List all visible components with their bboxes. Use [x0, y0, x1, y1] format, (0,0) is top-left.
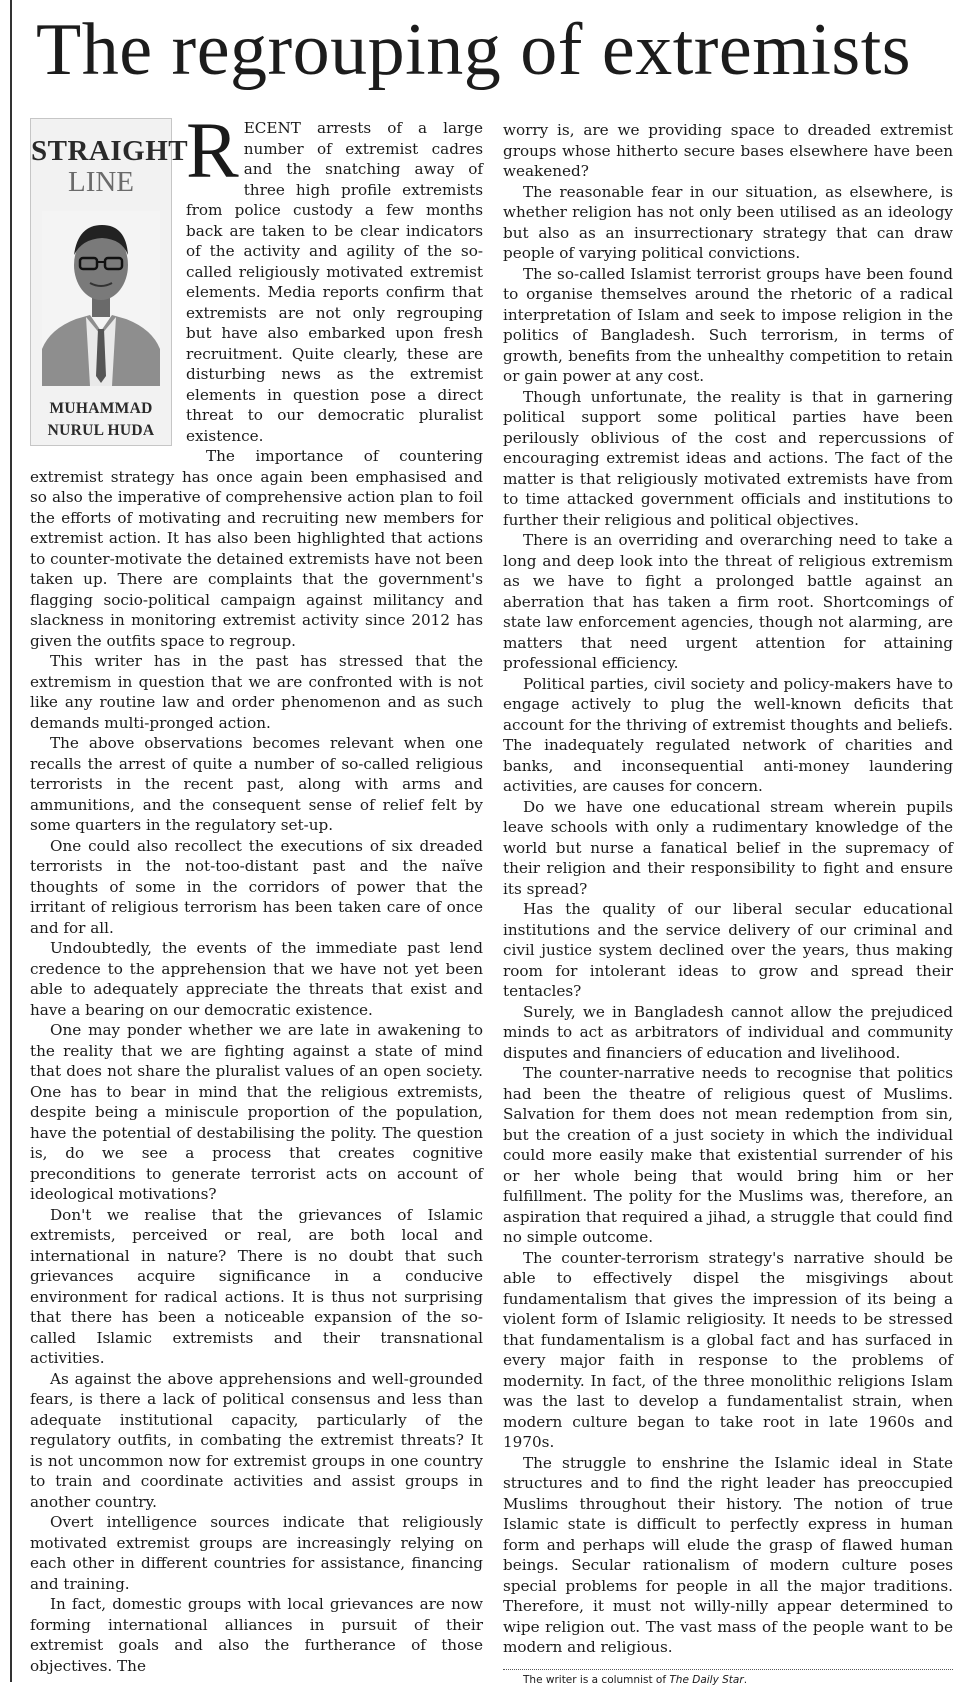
lead-caps: ECENT	[244, 119, 301, 137]
author-photo	[42, 211, 160, 386]
author-name	[31, 398, 171, 442]
paragraph: Though unfortunate, the reality is that in garnering political support some political parties have been perilously oblivious of the cost and repercussions of encouraging extremist ideas and actions. The fact of the matter is that religiously motivated extremists have from to time attacked government officials and institutions to further their religious and political objectives.	[503, 387, 953, 531]
headline: The regrouping of extremists	[36, 4, 911, 96]
left-column-rule	[10, 0, 12, 1682]
paragraph: As against the above apprehensions and well-grounded fears, is there a lack of political consensus and less than adequate institutional capacity, particularly of the regulatory outfits, in combating the extremist threats? It is not uncommon now for extremist groups in one country to train and coordinate activities and assist groups in another country.	[30, 1369, 483, 1513]
lead-text: arrests of a large number of extremist cadres and the snatching away of three high profile extremists from police custody a few months back are taken to be clear indicators of the activity and agility of the so-called religiously motivated extremist elements. Media reports confirm that extremists are not only regrouping but have also embarked upon fresh recruitment. Quite clearly, these are disturbing news as the extremist elements in question pose a direct threat to our democratic pluralist existence.	[186, 119, 483, 445]
article-column-2	[503, 120, 953, 1690]
publication-name: The Daily Star	[669, 1674, 743, 1686]
author-name-line2: NURUL HUDA	[48, 422, 155, 439]
paragraph: The counter-narrative needs to recognise that politics had been the theatre of religious quest of Muslims. Salvation for them does not mean redemption from sin, but the creation of a just society in which the individual could more easily make that existential surrender of his or her whole being that would bring him or her fulfillment. The polity for the Muslims was, therefore, an aspiration that required a jihad, a struggle that could find no simple outcome.	[503, 1063, 953, 1248]
paragraph: One may ponder whether we are late in awakening to the reality that we are fighting against a state of mind that does not share the pluralist values of an open society. One has to bear in mind that the religious extremists, despite being a miniscule proportion of the population, have the potential of destabilising the polity. The question is, do we see a process that creates cognitive preconditions to generate terrorist acts on account of ideological motivations?	[30, 1020, 483, 1205]
paragraph: Surely, we in Bangladesh cannot allow the prejudiced minds to act as arbitrators of individual and community disputes and financiers of education and livelihood.	[503, 1002, 953, 1064]
columnist-box	[30, 118, 172, 446]
article-column-1	[30, 118, 483, 1676]
paragraph: One could also recollect the executions of six dreaded terrorists in the not-too-distant past and the naïve thoughts of some in the corridors of power that the irritant of religious terrorism has been taken care of once and for all.	[30, 836, 483, 939]
author-name-line1: MUHAMMAD	[49, 400, 152, 417]
author-credit	[503, 1670, 953, 1690]
column-kicker: STRAIGHT	[31, 136, 171, 166]
paragraph: Has the quality of our liberal secular educational institutions and the service delivery of our criminal and civil justice system declined over the years, thus making room for intolerant ideas to grow and spread their tentacles?	[503, 899, 953, 1002]
drop-cap: R	[186, 122, 239, 182]
paragraph: Political parties, civil society and policy-makers have to engage actively to plug the well-known deficits that account for the thriving of extremist thoughts and beliefs. The inadequately regulated network of charities and banks, and inconsequential anti-money laundering activities, are causes for concern.	[503, 674, 953, 797]
paragraph: This writer has in the past has stressed that the extremism in question that we are confronted with is not like any routine law and order phenomenon and as such demands multi-pronged action.	[30, 651, 483, 733]
paragraph: Do we have one educational stream wherein pupils leave schools with only a rudimentary knowledge of the world but nurse a fanatical belief in the supremacy of their religion and their responsibility to fight and ensure its spread?	[503, 797, 953, 900]
paragraph: In fact, domestic groups with local grievances are now forming international alliances in pursuit of their extremist goals and also the furtherance of those objectives. The	[30, 1594, 483, 1676]
paragraph: The so-called Islamist terrorist groups have been found to organise themselves around the rhetoric of a radical interpretation of Islam and seek to impose religion in the politics of Bangladesh. Such terrorism, in terms of growth, benefits from the unhealthy competition to retain or gain power at any cost.	[503, 264, 953, 387]
paragraph: Undoubtedly, the events of the immediate past lend credence to the apprehension that we have not yet been able to adequately appreciate the threats that exist and have a bearing on our democratic existence.	[30, 938, 483, 1020]
credit-suffix: .	[744, 1674, 747, 1686]
paragraph: The counter-terrorism strategy's narrative should be able to effectively dispel the misgivings about fundamentalism that gives the impression of its being a violent form of Islamic religiosity. It needs to be stressed that fundamentalism is a global fact and has surfaced in every major faith in response to the problems of modernity. In fact, of the three monolithic religions Islam was the last to develop a fundamentalist strain, when modern culture began to take root in late 1960s and 1970s.	[503, 1248, 953, 1453]
paragraph: Don't we realise that the grievances of Islamic extremists, perceived or real, are both local and international in nature? There is no doubt that such grievances acquire significance in a conducive environment for radical actions. It is thus not surprising that there has been a noticeable expansion of the so-called Islamic extremists and their transnational activities.	[30, 1205, 483, 1369]
paragraph: The reasonable fear in our situation, as elsewhere, is whether religion has not only been utilised as an ideology but also as an insurrectionary strategy that can draw people of varying political convictions.	[503, 182, 953, 264]
column-kicker-subtitle: LINE	[31, 167, 171, 197]
paragraph-continued: worry is, are we providing space to dreaded extremist groups whose hitherto secure bases elsewhere have been weakened?	[503, 120, 953, 182]
paragraph: The struggle to enshrine the Islamic ideal in State structures and to find the right leader has preoccupied Muslims throughout their history. The notion of true Islamic state is difficult to perfectly express in human form and perhaps will elude the grasp of flawed human beings. Secular rationalism of modern culture poses special problems for people in all the major traditions. Therefore, it must not willy-nilly appear determined to wipe religion out. The vast mass of the people want to be modern and religious.	[503, 1453, 953, 1658]
paragraph: The above observations becomes relevant when one recalls the arrest of quite a number of so-called religious terrorists in the recent past, along with arms and ammunitions, and the consequent sense of relief felt by some quarters in the regulatory set-up.	[30, 733, 483, 836]
paragraph: The importance of countering extremist strategy has once again been emphasised and so also the imperative of comprehensive action plan to foil the efforts of motivating and recruiting new members for extremist action. It has also been highlighted that actions to counter-motivate the detained extremists have not been taken up. There are complaints that the government's flagging socio-political campaign against militancy and slackness in monitoring extremist activity since 2012 has given the outfits space to regroup.	[30, 446, 483, 651]
paragraph: There is an overriding and overarching need to take a long and deep look into the threat of religious extremism as we have to fight a prolonged battle against an aberration that has taken a firm root. Shortcomings of state law enforcement agencies, though not alarming, are matters that need urgent attention for attaining professional efficiency.	[503, 530, 953, 674]
paragraph: Overt intelligence sources indicate that religiously motivated extremist groups are increasingly relying on each other in different countries for assistance, financing and training.	[30, 1512, 483, 1594]
credit-prefix: The writer is a columnist of	[523, 1674, 669, 1686]
